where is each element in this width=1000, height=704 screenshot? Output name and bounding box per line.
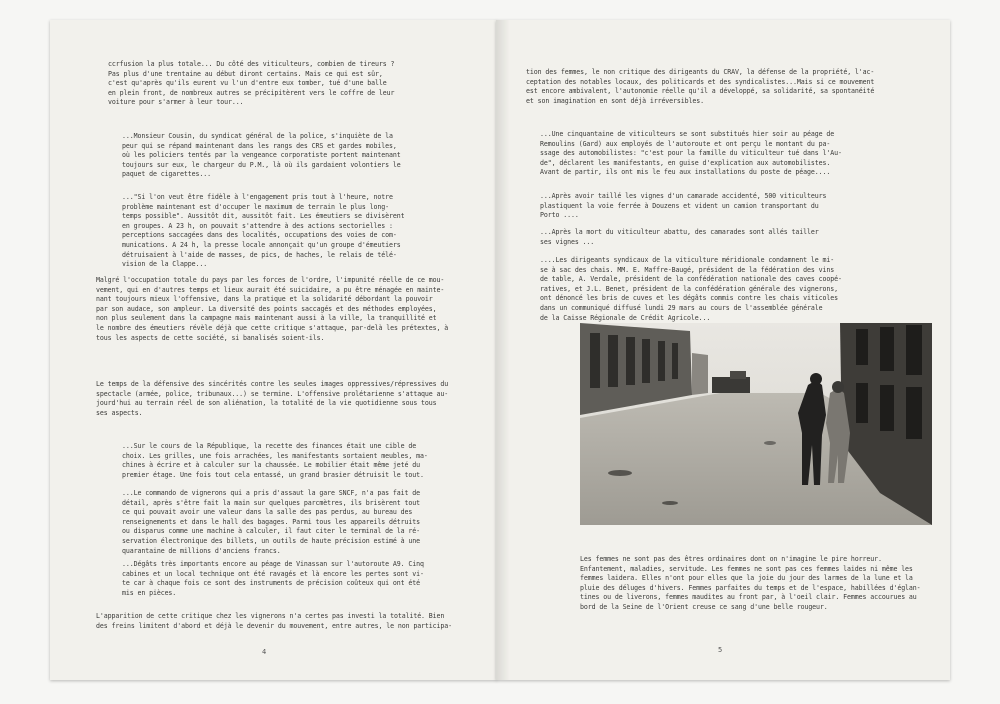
- photo-illustration: [580, 323, 932, 525]
- paragraph-women-crav: tion des femmes, le non critique des dirigeants du CRAV, la défense de la propriété, l'ac- ceptation des notables locaux, des politicards et des syndicalistes...Mais si ce mouvement est encore ambivalent, l'autonomie réelle qu'il a développé, sa solidarité, sa spontanéité et son imagination en sont déjà irréversibles.: [526, 68, 875, 105]
- quote-camarades: ...Après la mort du viticulteur abattu, des camarades sont allés tailler ses vignes ...: [540, 228, 819, 246]
- photo-caption: [580, 555, 932, 625]
- quote-vinassan: ...Dégâts très importants encore au péage de Vinassan sur l'autoroute A9. Cinq cabines et un local technique ont été ravagés et là encore les pertes sont vi- te car à chaque fois ce sont des instruments de précision coûteux qui ont été mis en pièces.: [122, 560, 424, 597]
- street-scene-photo: [580, 323, 932, 525]
- paragraph-shooters: ccrfusion la plus totale... Du côté des viticulteurs, combien de tireurs ? Pas plus d'une trentaine au début diront certains. Mais ce qui est sûr, c'est qu'après qu'ils eurent vu l'un d'entre eux tomber, tué d'une balle en plein front, de nombreux autres se précipitèrent vers le coffre de leur voiture pour s'armer à leur tour...: [108, 60, 395, 107]
- right-page: [496, 20, 950, 680]
- quote-sncf: ...Le commando de vignerons qui a pris d'assaut la gare SNCF, n'a pas fait de détail, après s'être fait la main sur quelques parcmètres, ils brisèrent tout ce qui pouvait avoir une valeur dans la salle des pas perdus, au bureau des renseignements et dans le hall des bagages. Parmi tous les appareils détruits ou disparus comme une machine à calculer, il faut citer le terminal de la ré- servation électronique des billets, un outils de haute précision estimé à une quarantaine de millions d'anciens francs.: [122, 489, 420, 555]
- booklet-spread: [50, 20, 950, 680]
- quote-police: ...Monsieur Cousin, du syndicat général de la police, s'inquiète de la peur qui se répand maintenant dans les rangs des CRS et gardes mobiles, où les policiers tentés par la vengeance corporatiste portent maintenant toujours sur eux, le chargeur du P.M., là où ils gardaient volontiers le paquet de cigarettes...: [122, 132, 401, 179]
- page-number-left: 4: [262, 648, 267, 656]
- paragraph-apparition: L'apparition de cette critique chez les vignerons n'a certes pas investi la totalité. Bien des freins limitent d'abord et déjà le devenir du mouvement, entre autres, le non participa-: [96, 612, 453, 630]
- paragraph-defensive: Le temps de la défensive des sincérités contre les seules images oppressives/répressives du spectacle (armée, police, tribunaux...) se termine. L'offensive prolétarienne s'attaque au- jourd'hui au terrain réel de son aliénation, la totalité de la vie quotidienne sous tous ses aspects.: [96, 380, 449, 417]
- quote-rioters: ..."Si l'on veut être fidèle à l'engagement pris tout à l'heure, notre problème maintenant est d'occuper le maximum de terrain le plus long- temps possible". Aussitôt dit, aussitôt fait. Les émeutiers se divisèrent en groupes. A 23 h, on pouvait s'attendre à des actions sectorielles : perceptions saccagées dans des localités, occupations des voies de com- munications. A 24 h, la presse locale annonçait qu'un groupe d'émeutiers détruisaient à l'aide de masses, de pics, de haches, le relais de télé- vision de la Clappe...: [122, 193, 405, 269]
- quote-remoulins: ...Une cinquantaine de viticulteurs se sont substitués hier soir au péage de Remoulins (Gard) aux employés de l'autoroute et ont perçu le montant du pa- ssage des automobilistes: "c'est pour la famille du viticulteur tué dans l'Au- de", déclarent les manifestants, en guise d'explication aux automobilistes. Avant de partir, ils ont mis le feu aux installations du poste de péage....: [540, 130, 842, 177]
- paragraph-occupation: Malgré l'occupation totale du pays par les forces de l'ordre, l'impunité réelle de ce mou- vement, qui en d'autres temps et lieux aurait été suicidaire, a pu être ménagée en mainte- nant toujours mieux l'offensive, dans la pratique et la solidarité débordant la pouvoir par son audace, son ampleur. La diversité des points saccagés et des méthodes employées, non plus seulement dans la campagne mais maintenant aussi à la ville, la tranquillité et le nombre des émeutiers révèle déjà que cette critique s'attaque, par-delà les prétextes, à tous les aspects de cette société, si banalisés soient-ils.: [96, 276, 449, 342]
- quote-dirigeants: ....Les dirigeants syndicaux de la viticulture méridionale condamnent le mi- se à sac des chais. MM. E. Maffre-Baugé, président de la fédération des vins de table, A. Verdale, président de la confédération nationale des caves coopé- ratives, et J.L. Benet, président de la confédération générale des vignerons, ont dénoncé les bris de cuves et les dégâts commis contre les chais viticoles dans un communiqué diffusé lundi 29 mars au cours de l'assemblée générale de la Caisse Régionale de Crédit Agricole...: [540, 256, 842, 322]
- quote-douzens: ...Après avoir taillé les vignes d'un camarade accidenté, 500 viticulteurs plastiquent la voie ferrée à Douzens et vident un camion transportant du Porto ....: [540, 192, 827, 220]
- caption-text: Les femmes ne sont pas des êtres ordinaires dont on n'imagine le pire horreur. Enfantement, maladies, servitude. Les femmes ne sont pas ces femmes laides ni même les femmes laidera. Elles n'ont pour elles que la joie du jour des larmes de la lune et la pluie des déluges d'hivers. Femmes parfaites du temps et de l'espace, habillées d'églan- tines ou de liverons, femmes maudites au front par, à l'oeil clair. Femmes accourues au bord de la Seine de l'Orient creuse ce sang d'une belle rougeur.: [580, 555, 921, 611]
- page-number-right: 5: [718, 646, 723, 654]
- gutter-shadow: [496, 20, 510, 680]
- left-page: [50, 20, 497, 680]
- quote-republique: ...Sur le cours de la République, la recette des finances était une cible de choix. Les grilles, une fois arrachées, les manifestants sortaient meubles, ma- chines à écrire et à calculer sur la chaussée. Le mobilier était même jeté du premier étage. Une fois tout cela entassé, un grand brasier détruisit le tout.: [122, 442, 428, 479]
